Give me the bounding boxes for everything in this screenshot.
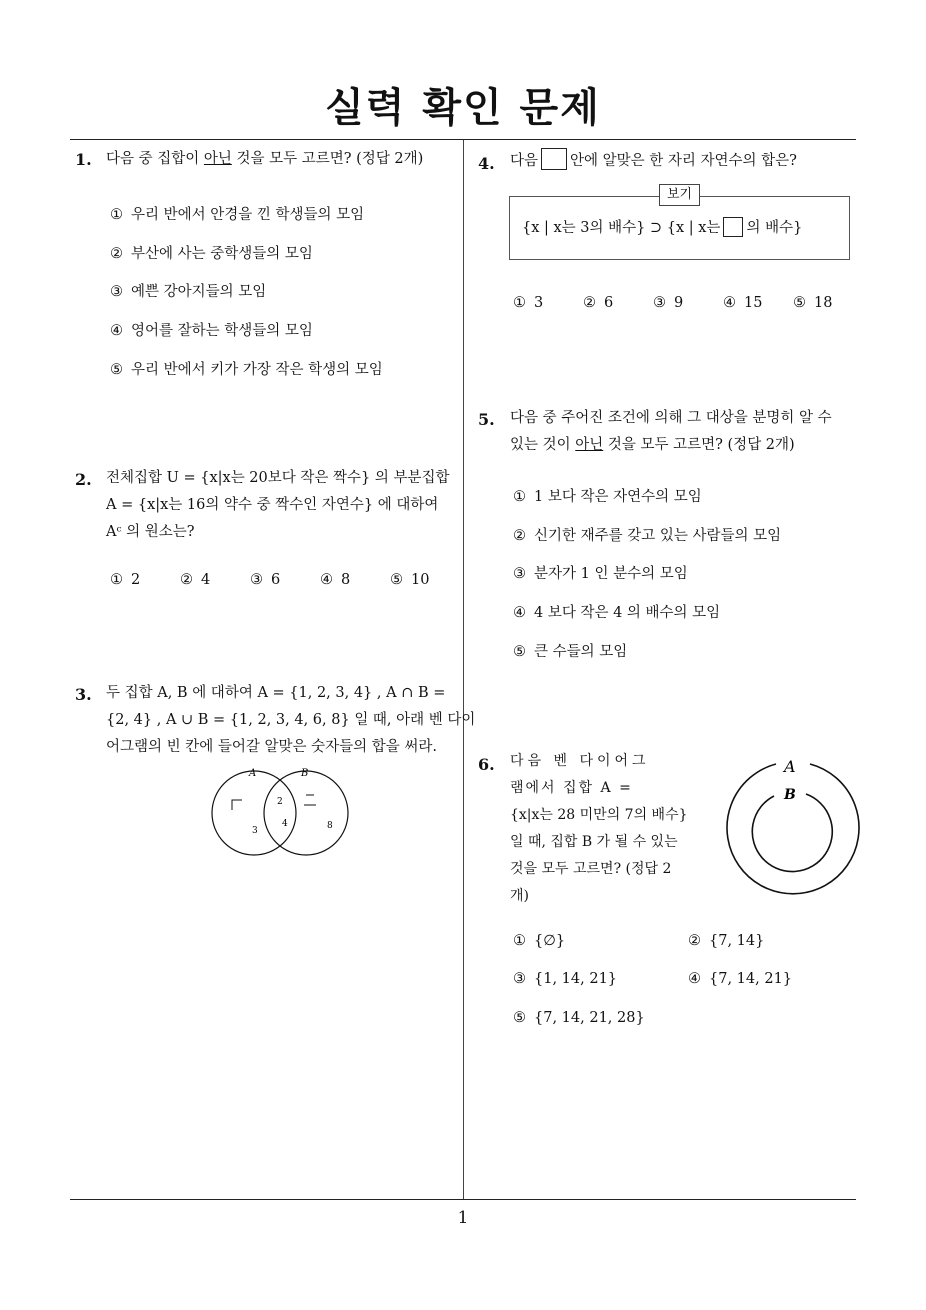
choice-3[interactable]: ③ 분자가 1 인 분수의 모임 — [513, 566, 688, 582]
question-number: 1. — [75, 150, 92, 169]
choice-3[interactable]: ③ 9 — [653, 295, 684, 311]
choice-3[interactable]: ③ 예쁜 강아지들의 모임 — [110, 284, 267, 300]
page-title: 실력 확인 문제 — [325, 85, 601, 131]
question-text: 다음 안에 알맞은 한 자리 자연수의 합은? — [510, 148, 797, 175]
choice-4[interactable]: ④ 영어를 잘하는 학생들의 모임 — [110, 323, 313, 339]
question-number: 6. — [478, 755, 495, 774]
question-text: 다음 벤 다이어그 램에서 집합 A = {x|x는 28 미만의 7의 배수} 일 때, 집합 B 가 될 수 있는 것을 모두 고르면? (정답 2 개) — [510, 753, 688, 904]
bogi-expression: {x | x는 3의 배수} ⊃ {x | x는 의 배수} — [522, 216, 802, 237]
choice-5[interactable]: ⑤ {7, 14, 21, 28} — [513, 1010, 645, 1026]
question-number: 3. — [75, 685, 92, 704]
choice-2[interactable]: ② 부산에 사는 중학생들의 모임 — [110, 246, 313, 262]
choice-1[interactable]: ① 1 보다 작은 자연수의 모임 — [513, 489, 702, 505]
choice-2[interactable]: ② 신기한 재주를 갖고 있는 사람들의 모임 — [513, 528, 782, 544]
set-a-circle — [212, 771, 296, 855]
choice-1[interactable]: ① {∅} — [513, 933, 566, 949]
question-number: 4. — [478, 154, 495, 173]
choice-1[interactable]: ① 우리 반에서 안경을 낀 학생들의 모임 — [110, 207, 365, 223]
choice-2[interactable]: ② 4 — [180, 572, 211, 588]
choice-5[interactable]: ⑤ 18 — [793, 295, 833, 311]
bogi-label: 보기 — [659, 184, 700, 206]
choice-4[interactable]: ④ 15 — [723, 295, 763, 311]
venn-value: 4 — [282, 819, 288, 829]
underlined-word: 아닌 — [575, 437, 604, 453]
blank-box — [723, 217, 743, 237]
blank-mark — [232, 800, 242, 810]
question-text: 다음 중 집합이 아닌 것을 모두 고르면? (정답 2개) — [106, 151, 424, 167]
choice-2[interactable]: ② {7, 14} — [688, 933, 765, 949]
question-text: 다음 중 주어진 조건에 의해 그 대상을 분명히 알 수 있는 것이 아닌 것을 모두 고르면? (정답 2개) — [510, 410, 832, 453]
choice-4[interactable]: ④ {7, 14, 21} — [688, 971, 793, 987]
set-b-label: B — [301, 768, 309, 779]
nested-set-diagram — [718, 752, 864, 900]
question-number: 2. — [75, 470, 92, 489]
column-divider — [463, 140, 464, 1200]
set-b-circle — [264, 771, 348, 855]
choice-5[interactable]: ⑤ 우리 반에서 키가 가장 작은 학생의 모임 — [110, 362, 383, 378]
choice-2[interactable]: ② 6 — [583, 295, 614, 311]
choice-5[interactable]: ⑤ 10 — [390, 572, 430, 588]
bottom-rule — [70, 1199, 856, 1200]
venn-value: 3 — [252, 826, 258, 836]
question-number: 5. — [478, 410, 495, 429]
venn-value: 2 — [277, 797, 283, 807]
set-a-circle — [727, 764, 859, 894]
choice-4[interactable]: ④ 4 보다 작은 4 의 배수의 모임 — [513, 605, 721, 621]
choice-4[interactable]: ④ 8 — [320, 572, 351, 588]
venn-value: 8 — [327, 821, 333, 831]
question-text: 두 집합 A, B 에 대하여 A = {1, 2, 3, 4} , A ∩ B = {2, 4} , A ∪ B = {1, 2, 3, 4, 6, 8} 일 때, 아래 벤 다이 어그램의 빈 칸에 들어갈 알맞은 숫자들의 합을 써라. — [106, 685, 476, 755]
question-text: 전체집합 U = {x|x는 20보다 작은 짝수} 의 부분집합 A = {x|x는 16의 약수 중 짝수인 자연수} 에 대하여 Aᶜ 의 원소는? — [106, 470, 450, 540]
set-a-label: A — [249, 768, 257, 779]
choice-1[interactable]: ① 3 — [513, 295, 544, 311]
choice-1[interactable]: ① 2 — [110, 572, 141, 588]
blank-box — [541, 148, 567, 170]
choice-3[interactable]: ③ {1, 14, 21} — [513, 971, 618, 987]
underlined-word: 아닌 — [203, 151, 232, 167]
page-number: 1 — [457, 1208, 469, 1228]
choice-5[interactable]: ⑤ 큰 수들의 모임 — [513, 644, 628, 660]
set-b-circle — [752, 794, 832, 872]
venn-diagram — [200, 762, 360, 862]
set-a-label: A — [784, 757, 796, 776]
set-b-label: B — [784, 787, 796, 803]
choice-3[interactable]: ③ 6 — [250, 572, 281, 588]
